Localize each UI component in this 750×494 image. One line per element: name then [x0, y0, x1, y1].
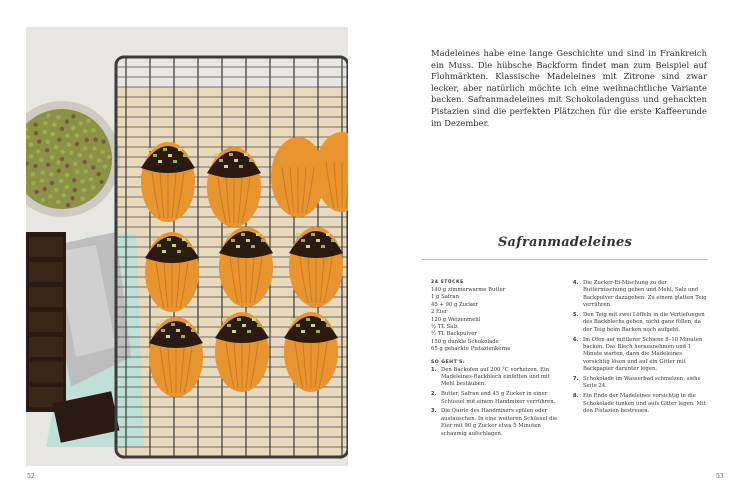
- pistachio-topping: [239, 165, 243, 168]
- chocolate-square: [29, 237, 63, 257]
- pistachio-topping: [224, 165, 228, 168]
- pistachio-topping: [301, 330, 305, 333]
- ingredient-item: 1 g Safran: [431, 294, 459, 301]
- pistachio-topping: [167, 238, 171, 241]
- pistachio-topping: [252, 318, 256, 321]
- pistachio-topping: [157, 244, 161, 247]
- pistachio-piece: [57, 169, 61, 173]
- pistachio-topping: [232, 330, 236, 333]
- pistachio-piece: [36, 149, 40, 153]
- pistachio-topping: [222, 318, 226, 321]
- method-step: [573, 280, 707, 310]
- pistachio-piece: [65, 173, 69, 177]
- pistachio-topping: [246, 239, 250, 242]
- pistachio-piece: [57, 138, 61, 142]
- pistachio-piece: [66, 142, 70, 146]
- pistachio-piece: [91, 165, 95, 169]
- pistachio-topping: [166, 335, 170, 338]
- pistachio-topping: [242, 324, 246, 327]
- pistachio-piece: [93, 137, 97, 141]
- step-text: Die Zucker-Ei-Mischung zu der Buttermischung geben und Mehl, Salz und Backpulver dazugeben. Zu einem glatten Teig verrühren.: [583, 280, 707, 309]
- chocolate-square: [29, 337, 63, 357]
- pistachio-piece: [43, 130, 47, 134]
- step-text: Den Teig mit zwei Löffeln in die Vertiefungen des Backblechs geben, nicht ganz füllen, da der Teig beim Backen noch aufgeht.: [583, 312, 705, 333]
- pistachio-topping: [152, 238, 156, 241]
- pistachio-topping: [182, 238, 186, 241]
- method-step: [573, 312, 707, 334]
- ingredient-item: 120 g Weizenmehl: [431, 316, 481, 323]
- pistachio-piece: [70, 196, 74, 200]
- pistachio-piece: [31, 172, 35, 176]
- chocolate-square: [29, 312, 63, 332]
- pistachio-piece: [97, 158, 101, 162]
- pistachio-piece: [29, 142, 33, 146]
- pistachio-piece: [49, 172, 53, 176]
- pistachio-topping: [191, 329, 195, 332]
- pistachio-topping: [306, 245, 310, 248]
- pistachio-piece: [56, 115, 60, 119]
- pistachio-topping: [158, 160, 162, 163]
- pistachio-piece: [80, 179, 84, 183]
- pistachio-piece: [85, 138, 89, 142]
- pistachio-piece: [75, 142, 79, 146]
- pistachio-piece: [56, 200, 60, 204]
- pistachio-topping: [156, 323, 160, 326]
- pistachio-piece: [101, 140, 105, 144]
- pistachio-piece: [72, 178, 76, 182]
- pistachio-piece: [40, 179, 44, 183]
- pistachio-topping: [261, 239, 265, 242]
- pistachio-piece: [48, 194, 52, 198]
- method-step: [431, 408, 563, 438]
- pistachio-piece: [41, 198, 45, 202]
- pistachio-piece: [60, 150, 64, 154]
- ingredient-item: ½ TL Salz: [431, 324, 458, 331]
- title-divider: [422, 259, 708, 260]
- pistachio-topping: [247, 330, 251, 333]
- pistachio-topping: [163, 148, 167, 151]
- pistachio-piece: [83, 160, 87, 164]
- pistachio-piece: [34, 131, 38, 135]
- step-text: Die Quirle des Handmixers spülen oder austauschen. In eine weiteren Schüssel die Eier mit 90 g Zucker etwa 5 Minuten schaumig aufschlagen.: [441, 408, 558, 437]
- pistachio-piece: [54, 188, 58, 192]
- pistachio-topping: [183, 154, 187, 157]
- pistachio-topping: [296, 233, 300, 236]
- pistachio-piece: [45, 140, 49, 144]
- method-step: [573, 337, 707, 374]
- pistachio-topping: [311, 233, 315, 236]
- step-number: 2.: [431, 391, 437, 398]
- pistachio-topping: [244, 153, 248, 156]
- pistachio-piece: [51, 132, 55, 136]
- step-number: 8.: [573, 393, 579, 400]
- pistachio-topping: [301, 239, 305, 242]
- pistachio-piece: [77, 153, 81, 157]
- pistachio-topping: [178, 148, 182, 151]
- pistachio-topping: [172, 244, 176, 247]
- madeleines-photo: [26, 27, 348, 466]
- page-number-left: 52: [27, 473, 35, 480]
- pistachio-piece: [91, 128, 95, 132]
- step-number: 1.: [431, 366, 437, 373]
- pistachio-piece: [65, 185, 69, 189]
- pistachio-topping: [181, 335, 185, 338]
- method-steps-left: [431, 367, 563, 438]
- pistachio-piece: [103, 164, 107, 168]
- pistachio-piece: [65, 164, 69, 168]
- pistachio-piece: [73, 188, 77, 192]
- pistachio-topping: [331, 239, 335, 242]
- pistachio-piece: [60, 127, 64, 131]
- method-step: [431, 391, 563, 406]
- pistachio-piece: [52, 123, 56, 127]
- pistachio-piece: [59, 179, 63, 183]
- step-text: Butter, Safran und 45 g Zucker in einer Schüssel mit einem Handmixer verrühren.: [441, 391, 556, 405]
- madeleines-photo-drawing: [26, 27, 348, 466]
- pistachio-piece: [96, 172, 100, 176]
- recipe-column-left: [431, 280, 563, 440]
- pistachio-piece: [71, 126, 75, 130]
- intro-paragraph: Madeleines habe eine lange Geschichte und sind in Frankreich ein Muss. Die hübsche Backform findet man zum Beispiel auf Flohmärkten. Klassische Madeleines mit Zitrone sind zwar lecker, aber natürlich möchte ich eine weihnachtliche Variante backen. Safranmadeleines mit Schokoladenguss und gehackten Pistazien sind die perfekten Plätzchen für die erste Kaffeerunde im Dezember.: [431, 48, 707, 128]
- pistachio-topping: [249, 159, 253, 162]
- pistachio-topping: [168, 154, 172, 157]
- pistachio-piece: [33, 122, 37, 126]
- method-step: [573, 393, 707, 415]
- step-text: Ein Ende der Madeleines vorsichtig in die Schokolade tunken und aufs Gitter legen. Mit den Pistazien bestreuen.: [583, 393, 706, 415]
- ingredient-item: 140 g zimmerwarme Butter: [431, 287, 506, 293]
- method-steps-right: [573, 280, 707, 415]
- pistachio-topping: [321, 245, 325, 248]
- step-number: 5.: [573, 312, 579, 319]
- step-number: 7.: [573, 376, 579, 383]
- pistachio-piece: [71, 114, 75, 118]
- pistachio-topping: [296, 324, 300, 327]
- step-number: 3.: [431, 408, 437, 415]
- pistachio-topping: [326, 324, 330, 327]
- pistachio-topping: [311, 324, 315, 327]
- pistachio-piece: [33, 164, 37, 168]
- pistachio-piece: [86, 119, 90, 123]
- pistachio-piece: [35, 190, 39, 194]
- recipe-title: Safranmadeleines: [497, 235, 633, 250]
- pistachio-piece: [61, 193, 65, 197]
- method-label: SO GEHT'S:: [431, 359, 466, 365]
- pistachio-piece: [82, 188, 86, 192]
- pistachio-piece: [41, 170, 45, 174]
- step-text: Den Backofen auf 200 °C vorheizen. Ein Madeleines-Backblech einfetten und mit Mehl bestäuben.: [441, 366, 550, 388]
- pistachio-piece: [45, 148, 49, 152]
- pistachio-piece: [46, 113, 50, 117]
- ingredient-list: [431, 287, 563, 354]
- pistachio-piece: [29, 154, 33, 158]
- pistachio-piece: [66, 203, 70, 207]
- pistachio-piece: [50, 181, 54, 185]
- pistachio-topping: [177, 250, 181, 253]
- pistachio-piece: [75, 170, 79, 174]
- pistachio-topping: [148, 148, 152, 151]
- ingredient-item: 65 g gehackte Pistazienkerne: [431, 346, 511, 353]
- pistachio-piece: [42, 187, 46, 191]
- ingredient-item: 150 g dunkle Schokolade: [431, 338, 499, 345]
- method-step: [573, 376, 707, 391]
- pistachio-topping: [236, 245, 240, 248]
- pistachio-piece: [78, 121, 82, 125]
- pistachio-topping: [161, 329, 165, 332]
- pistachio-piece: [46, 163, 50, 167]
- pistachio-piece: [91, 185, 95, 189]
- pistachio-piece: [89, 154, 93, 158]
- pistachio-topping: [326, 233, 330, 236]
- pistachio-topping: [214, 153, 218, 156]
- yield-label: 24 STÜCKE: [431, 280, 464, 285]
- pistachio-piece: [83, 129, 87, 133]
- step-number: 4.: [573, 280, 579, 286]
- pistachio-topping: [316, 330, 320, 333]
- pistachio-topping: [186, 323, 190, 326]
- pistachio-piece: [92, 146, 96, 150]
- pistachio-topping: [173, 160, 177, 163]
- pistachio-piece: [84, 169, 88, 173]
- pistachio-piece: [60, 157, 64, 161]
- pistachio-piece: [43, 121, 47, 125]
- pistachio-topping: [176, 329, 180, 332]
- chocolate-square: [29, 262, 63, 282]
- chocolate-square: [29, 287, 63, 307]
- pistachio-piece: [89, 177, 93, 181]
- pistachio-topping: [291, 318, 295, 321]
- pistachio-topping: [321, 318, 325, 321]
- pistachio-topping: [171, 323, 175, 326]
- pistachio-piece: [83, 146, 87, 150]
- pistachio-piece: [65, 119, 69, 123]
- ingredient-item: ½ TL Backpulver: [431, 331, 477, 338]
- pistachio-piece: [56, 160, 60, 164]
- pistachio-topping: [153, 154, 157, 157]
- ingredient-item: 45 + 90 g Zucker: [431, 301, 478, 308]
- method-step: [431, 367, 563, 389]
- pistachio-piece: [73, 162, 77, 166]
- pistachio-topping: [241, 233, 245, 236]
- pistachio-topping: [251, 245, 255, 248]
- pistachio-topping: [226, 233, 230, 236]
- pistachio-piece: [69, 151, 73, 155]
- pistachio-topping: [234, 159, 238, 162]
- pistachio-topping: [231, 239, 235, 242]
- pistachio-piece: [54, 145, 58, 149]
- pistachio-piece: [80, 196, 84, 200]
- pistachio-piece: [39, 158, 43, 162]
- pistachio-topping: [316, 239, 320, 242]
- pistachio-piece: [99, 180, 103, 184]
- pistachio-topping: [237, 318, 241, 321]
- step-text: Schokolade im Wasserbad schmelzen, siehe Seite 24.: [583, 376, 701, 390]
- page-number-right: 53: [716, 473, 724, 480]
- pistachio-topping: [256, 233, 260, 236]
- step-number: 6.: [573, 336, 579, 343]
- pistachio-topping: [227, 324, 231, 327]
- pistachio-piece: [100, 150, 104, 154]
- pistachio-topping: [219, 159, 223, 162]
- recipe-column-right: [573, 280, 707, 418]
- pistachio-piece: [107, 155, 111, 159]
- pistachio-piece: [50, 155, 54, 159]
- pistachio-topping: [162, 250, 166, 253]
- pistachio-piece: [65, 133, 69, 137]
- pistachio-topping: [306, 318, 310, 321]
- chocolate-square: [29, 362, 63, 382]
- ingredient-item: 2 Eier: [431, 309, 448, 316]
- pistachio-topping: [229, 153, 233, 156]
- pistachio-piece: [37, 139, 41, 143]
- step-text: Im Ofen auf mittlerer Schiene 8–10 Minuten backen. Das Blech herausnehmen und 1 Minute warten, dann die Madeleines vorsichtig lösen und auf ein Gitter mit Backpapier darunter legen.: [583, 336, 703, 373]
- pistachio-topping: [257, 324, 261, 327]
- pistachio-piece: [31, 181, 35, 185]
- pistachio-piece: [75, 133, 79, 137]
- pistachio-topping: [187, 244, 191, 247]
